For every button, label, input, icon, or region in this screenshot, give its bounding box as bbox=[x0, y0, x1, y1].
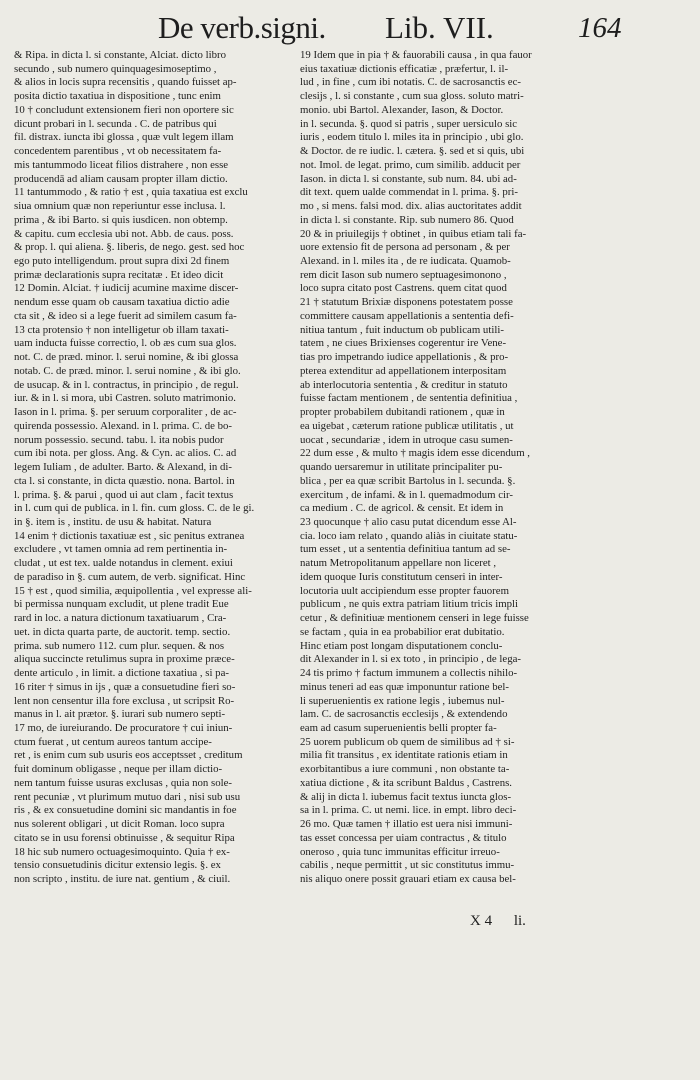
text-line: tensio consuetudinis dicitur extensio legis. §. ex bbox=[14, 859, 221, 872]
text-line: de usucap. & in l. contractus, in principio , de regul. bbox=[14, 378, 239, 391]
text-line: 14 enim † dictionis taxatiuæ est , sic penitus extranea bbox=[14, 529, 245, 542]
text-line: tatem , ne ciues Brixienses cogerentur ire Vene- bbox=[300, 337, 507, 350]
text-line: dente articulo , in limit. a dictione taxatiua , si pa- bbox=[14, 667, 229, 680]
text-line: Iason in l. prima. §. per seruum corporaliter , de ac- bbox=[14, 406, 237, 419]
text-line: quirenda possessio. Alexand. in l. prima. C. de bo- bbox=[14, 419, 233, 432]
text-line: tas esset concessa per uiam contractus , & titulo bbox=[300, 831, 507, 844]
text-line: eam ad casum superuenientis belli propter fa- bbox=[300, 721, 497, 734]
text-line: uam inducta fuisse correctio, l. ob æs cum sua glos. bbox=[14, 337, 237, 350]
header-title: De verb.signi. bbox=[158, 10, 326, 45]
text-line: blica , per ea quæ scribit Bartolus in l. secunda. §. bbox=[300, 474, 516, 487]
text-line: producendā ad aliam causam propter illam dictio. bbox=[14, 172, 228, 185]
text-line: ris , & ex consuetudine domini sic mandantis in foe bbox=[14, 804, 237, 817]
text-line: fuisse factam mentionem , de sententia definitiua , bbox=[300, 392, 518, 405]
text-line: de paradiso in §. cum autem, de verb. significat. Hinc bbox=[14, 570, 246, 583]
text-line: locutoria uult accipiendum esse propter fauorem bbox=[300, 584, 509, 597]
text-line: in dicta l. si constante. Rip. sub numero 86. Quod bbox=[300, 213, 514, 226]
text-line: secundo , sub numero quinquagesimoseptimo , bbox=[14, 62, 217, 75]
text-line: ca medium . C. de agricol. & censit. Et idem in bbox=[300, 502, 504, 515]
running-header bbox=[0, 10, 700, 50]
text-line: prima. sub numero 112. cum plur. sequen. & nos bbox=[14, 639, 225, 652]
text-line: rard in loc. a natura dictionum taxatiuarum , Cra- bbox=[14, 612, 227, 625]
text-line: mis tantummodo liceat filios distrahere , non esse bbox=[14, 158, 229, 171]
text-line: exorbitantibus a iure communi , non obstante ta- bbox=[300, 763, 510, 776]
text-line: Alexand. in l. miles ita , de re iudicata. Quamob- bbox=[300, 255, 511, 268]
text-line: & alios in locis supra recensitis , quando fuisset ap- bbox=[14, 76, 237, 89]
page-folio-number: 164 bbox=[578, 12, 622, 44]
text-line: 12 Domin. Alciat. † iudicij acumine maxime discer- bbox=[14, 282, 239, 295]
text-line: milia fit transitus , ex identitate rationis etiam in bbox=[300, 749, 508, 762]
text-line: 22 dum esse , & multo † magis idem esse dicendum , bbox=[300, 447, 531, 460]
text-line: 17 mo, de iureiurando. De procuratore † cui iniun- bbox=[14, 721, 233, 734]
text-line: xatiua dictione , & ita scribunt Baldus , Castrens. bbox=[300, 776, 512, 789]
text-line: se factam , quia in ea probabilior erat dubitatio. bbox=[300, 625, 505, 638]
text-line: in §. item is , institu. de usu & habitat. Natura bbox=[14, 515, 212, 528]
text-line: 16 riter † simus in ijs , quæ a consuetudine fieri so- bbox=[14, 680, 236, 693]
text-line: tias pro impetrando iudice appellationis , & pro- bbox=[300, 351, 509, 364]
text-line: loco supra citato post Castrens. quem citat quod bbox=[300, 282, 507, 295]
text-line: 25 uorem publicum ob quem de similibus ad † si- bbox=[300, 735, 515, 748]
text-line: not. C. de præd. minor. l. serui nomine, & ibi glossa bbox=[14, 351, 239, 364]
text-line: nitiua tantum , fuit inductum ob publicam utili- bbox=[300, 323, 504, 336]
text-line: ret , is enim cum sub usuris eos acceptsset , creditum bbox=[14, 749, 243, 762]
text-line: norum possessio. secund. tabu. l. ita nobis pudor bbox=[14, 433, 224, 446]
text-line: primæ declarationis supra recitatæ . Et ideo dicit bbox=[14, 268, 224, 281]
text-line: fil. distrax. iuncta ibi glossa , quæ vult legem illam bbox=[14, 131, 234, 144]
page-footer bbox=[470, 913, 544, 930]
text-line: fuit dominum obligasse , neque per illam dictio- bbox=[14, 763, 223, 776]
text-line: rent pecuniæ , vt plurimum mutuo dari , nisi sub usu bbox=[14, 790, 241, 803]
text-line: lam. C. de sacrosanctis ecclesijs , & extendendo bbox=[300, 708, 508, 721]
text-line: uocat , secundariæ , idem in utroque casu sumen- bbox=[300, 433, 513, 446]
text-line: excludere , vt tamen omnia ad rem pertinentia in- bbox=[14, 543, 228, 556]
signature-mark: X 4 bbox=[470, 913, 493, 929]
text-line: cta l. si constante, in dicta quæstio. nona. Bartol. in bbox=[14, 474, 235, 487]
right-text-column bbox=[300, 49, 585, 887]
text-line: in l. cum qui de publica. in l. fin. cum gloss. C. de le gi. bbox=[14, 502, 255, 515]
text-line: Hinc etiam post longam disputationem conclu- bbox=[300, 639, 503, 652]
text-line: committere causam appellationis a sententia defi- bbox=[300, 309, 514, 322]
text-line: & capitu. cum ecclesia ubi not. Abb. de caus. poss. bbox=[14, 227, 234, 240]
text-line: exercitum , de infami. & in l. quemadmodum cir- bbox=[300, 488, 513, 501]
catchword: li. bbox=[513, 913, 526, 929]
text-line: cludat , ut est tex. ualde notandus in clement. exiui bbox=[14, 557, 233, 570]
text-line: nis aliquo onere possit grauari etiam ex causa bel- bbox=[300, 873, 516, 886]
text-line: aliqua succincte retulimus supra in proxime præce- bbox=[14, 653, 235, 666]
text-line: uore extensio fit de persona ad personam , & per bbox=[300, 241, 510, 254]
text-line: clesijs , l. si constante , cum sua gloss. soluto matri- bbox=[300, 90, 524, 103]
text-line: dit Alexander in l. si ex toto , in principio , de lega- bbox=[300, 653, 521, 666]
text-line: legem Iuliam , de adulter. Barto. & Alexand, in di- bbox=[14, 461, 232, 474]
text-line: oneroso , quia tunc immunitas efficitur irreuo- bbox=[300, 845, 500, 858]
text-line: sa in l. prima. C. ut nemi. lice. in empt. libro deci- bbox=[300, 804, 517, 817]
text-line: uet. in dicta quarta parte, de auctorit. temp. sectio. bbox=[14, 625, 231, 638]
text-line: nus solerent obligari , ut dicit Roman. loco supra bbox=[14, 818, 225, 831]
text-line: cia. loco iam relato , quando aliàs in ciuitate statu- bbox=[300, 529, 518, 542]
text-line: dit text. quem ualde commendat in l. prima. §. pri- bbox=[300, 186, 518, 199]
text-line: monio. ubi Bartol. Alexander, Iason, & Doctor. bbox=[300, 103, 504, 116]
text-line: & Doctor. de re iudic. l. cætera. §. sed et si quis, ubi bbox=[300, 145, 525, 158]
text-line: ego puto intelligendum. prout supra dixi 2d finem bbox=[14, 255, 230, 268]
text-line: natum Metropolitanum appellare non liceret , bbox=[300, 557, 497, 570]
text-line: dicunt probari in l. secunda . C. de patribus qui bbox=[14, 117, 217, 130]
text-line: 15 † est , quod similia, æquipollentia , vel expresse ali- bbox=[14, 584, 252, 597]
text-line: ab interlocutoria sententia , & creditur in statuto bbox=[300, 378, 508, 391]
text-line: & alij in dicta l. iubemus facit textus iuncta glos- bbox=[300, 790, 512, 803]
text-line: cabilis , neque permittit , ut sic constitutus immu- bbox=[300, 859, 515, 872]
text-line: 23 quocunque † alio casu putat dicendum esse Al- bbox=[300, 515, 517, 528]
text-line: & Ripa. in dicta l. si constante, Alciat. dicto libro bbox=[14, 49, 226, 61]
text-line: nendum esse quam ob causam taxatiua dictio adie bbox=[14, 296, 230, 309]
text-line: posita dictio taxatiua in dispositione , tunc enim bbox=[14, 90, 221, 103]
text-line: 20 & in priuilegijs † obtinet , in quibus etiam tali fa- bbox=[300, 227, 527, 240]
text-line: concedentem parentibus , vt ob necessitatem fa- bbox=[14, 145, 222, 158]
text-line: manus in l. ait prætor. §. iurari sub numero septi- bbox=[14, 708, 226, 721]
text-line: bi permissa nunquam excludit, ut plene tradit Eue bbox=[14, 598, 229, 611]
text-line: iur. & in l. si mora, ubi Castren. soluto matrimonio. bbox=[14, 392, 236, 405]
text-line: notab. C. de præd. minor. l. serui nomine , & ibi glo. bbox=[14, 364, 241, 377]
text-line: non scripto , institu. de iure nat. gentium , & ciuil. bbox=[14, 873, 231, 886]
text-line: 13 cta protensio † non intelligetur ob illam taxati- bbox=[14, 323, 229, 336]
header-book-number: Lib. VII. bbox=[385, 10, 494, 45]
text-line: ea uigebat , cæterum ratione publicæ utilitatis , ut bbox=[300, 419, 514, 432]
text-line: cum ibi nota. per gloss. Ang. & Cyn. ac alios. C. ad bbox=[14, 447, 237, 460]
text-line: lent non censentur illa fore exclusa , ut scripsit Ro- bbox=[14, 694, 235, 707]
text-line: nem tantum fuisse usuras exclusas , quia non sole- bbox=[14, 776, 232, 789]
text-line: 19 Idem que in pia † & fauorabili causa , in qua fauor bbox=[300, 49, 532, 61]
text-line: pterea extenditur ad appellationem interpositam bbox=[300, 364, 507, 377]
text-line: ctum fuerat , ut centum aureos tantum accipe- bbox=[14, 735, 212, 748]
text-line: 18 hic sub numero octuagesimoquinto. Quia † ex- bbox=[14, 845, 230, 858]
text-line: not. Imol. de legat. primo, cum similib. adducit per bbox=[300, 158, 521, 171]
text-line: in l. secunda. §. quod si patris , super uersiculo sic bbox=[300, 117, 518, 130]
text-line: 10 † concludunt extensionem fieri non oportere sic bbox=[14, 103, 234, 116]
text-line: & prop. l. qui aliena. §. liberis, de nego. gest. sed hoc bbox=[14, 241, 245, 254]
text-line: 26 mo. Quæ tamen † illatio est uera nisi immuni- bbox=[300, 818, 513, 831]
text-line: quando uersaremur in utilitate principaliter pu- bbox=[300, 461, 503, 474]
text-line: citato se in usu forensi obtinuisse , & sequitur Ripa bbox=[14, 831, 235, 844]
text-line: cetur , & definitiuæ mentionem censeri in lege fuisse bbox=[300, 612, 529, 625]
text-line: li superuenientis ex ratione legis , iubemus nul- bbox=[300, 694, 505, 707]
text-line: minus teneri ad eas quæ imponuntur ratione bel- bbox=[300, 680, 509, 693]
text-line: l. prima. §. & parui , quod ui aut clam , facit textus bbox=[14, 488, 234, 501]
text-line: tum esset , ut a sententia definitiua tantum ad se- bbox=[300, 543, 511, 556]
text-line: cta sit , & ideo si a lege fuerit ad similem casum fa- bbox=[14, 309, 237, 322]
text-line: 11 tantummodo , & ratio † est , quia taxatiua est exclu bbox=[14, 186, 248, 199]
text-line: rem dicit Iason sub numero septuagesimonono , bbox=[300, 268, 507, 281]
text-line: idem quoque Iuris constitutum censeri in inter- bbox=[300, 570, 503, 583]
text-line: mo , si mens. falsi mod. dix. alias auctoritates addit bbox=[300, 200, 522, 213]
text-line: siua omnium quæ non reperiuntur esse inclusa. l. bbox=[14, 200, 226, 213]
text-line: Iason. in dicta l. si constante, sub num. 84. ubi ad- bbox=[300, 172, 517, 185]
left-text-column bbox=[14, 49, 299, 887]
text-line: eius taxatiuæ dictionis efficatiæ , præfertur, l. il- bbox=[300, 62, 509, 75]
text-line: 21 † statutum Brixiæ disponens potestatem posse bbox=[300, 296, 513, 309]
text-line: iuris , eodem titulo l. miles ita in principio , ubi glo. bbox=[300, 131, 524, 144]
text-line: prima , & ibi Barto. si quis iusdicen. non obtemp. bbox=[14, 213, 228, 226]
text-line: propter probabilem dubitandi rationem , quæ in bbox=[300, 406, 505, 419]
text-line: lud , in fine , cum ibi notatis. C. de sacrosanctis ec- bbox=[300, 76, 521, 89]
text-line: 24 tis primo † factum immunem a collectis nihilo- bbox=[300, 667, 518, 680]
text-line: publicum , ne quis extra patriam litium tricis impli bbox=[300, 598, 518, 611]
